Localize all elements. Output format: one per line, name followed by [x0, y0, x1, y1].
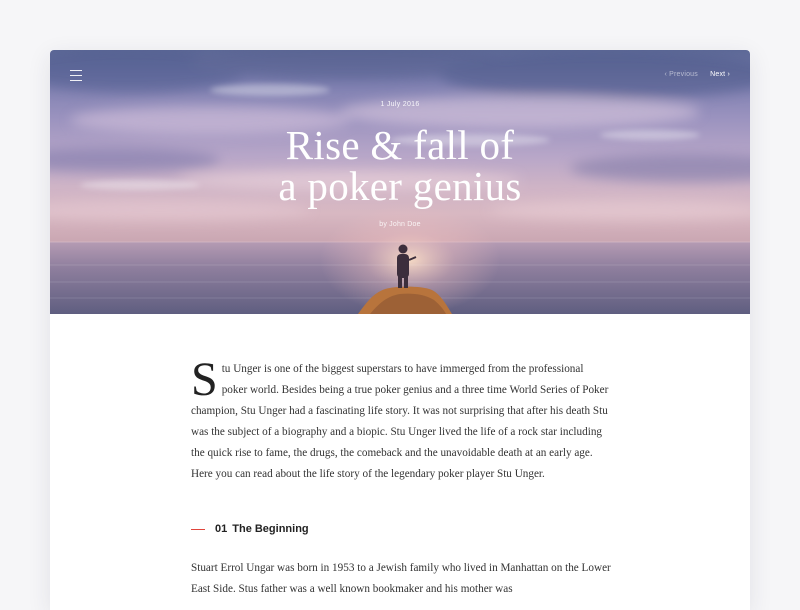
- post-title-line-2: a poker genius: [278, 163, 522, 209]
- accent-rule: [191, 529, 205, 530]
- next-link[interactable]: Next ›: [710, 71, 730, 78]
- section-title: The Beginning: [232, 523, 309, 535]
- post-title: [50, 122, 750, 209]
- section-paragraph: Stuart Errol Ungar was born in 1953 to a Jewish family who lived in Manhattan on the Lower East Side. Stus father was a well known bookmaker and his mother was: [191, 562, 611, 595]
- post-pager: [664, 71, 730, 78]
- post-title-line-1: Rise & fall of: [285, 122, 515, 168]
- hamburger-menu-icon[interactable]: [70, 70, 82, 80]
- article-card: [50, 50, 750, 610]
- article-intro: [191, 353, 611, 485]
- post-date: 1 July 2016: [380, 101, 420, 108]
- intro-paragraph: tu Unger is one of the biggest superstars to have immerged from the professional poker world. Besides being a true poker genius and a three time World Series of Poker champion, Stu Unger had a fascinating life story. It was not surprising that after his death Stu was the subject of a biography and a biopic. Stu Unger lived the life of a rock star including the quick rise to fame, the drugs, the comeback and the unavoidable death at an early age. Here you can read about the life story of the legendary poker player Stu Unger.: [191, 363, 609, 480]
- section-number: 01: [215, 523, 228, 535]
- drop-cap: S: [191, 353, 218, 406]
- post-author: by John Doe: [379, 221, 421, 228]
- hero-banner: [50, 50, 750, 314]
- section-heading: [191, 523, 309, 535]
- previous-link[interactable]: ‹ Previous: [664, 71, 698, 78]
